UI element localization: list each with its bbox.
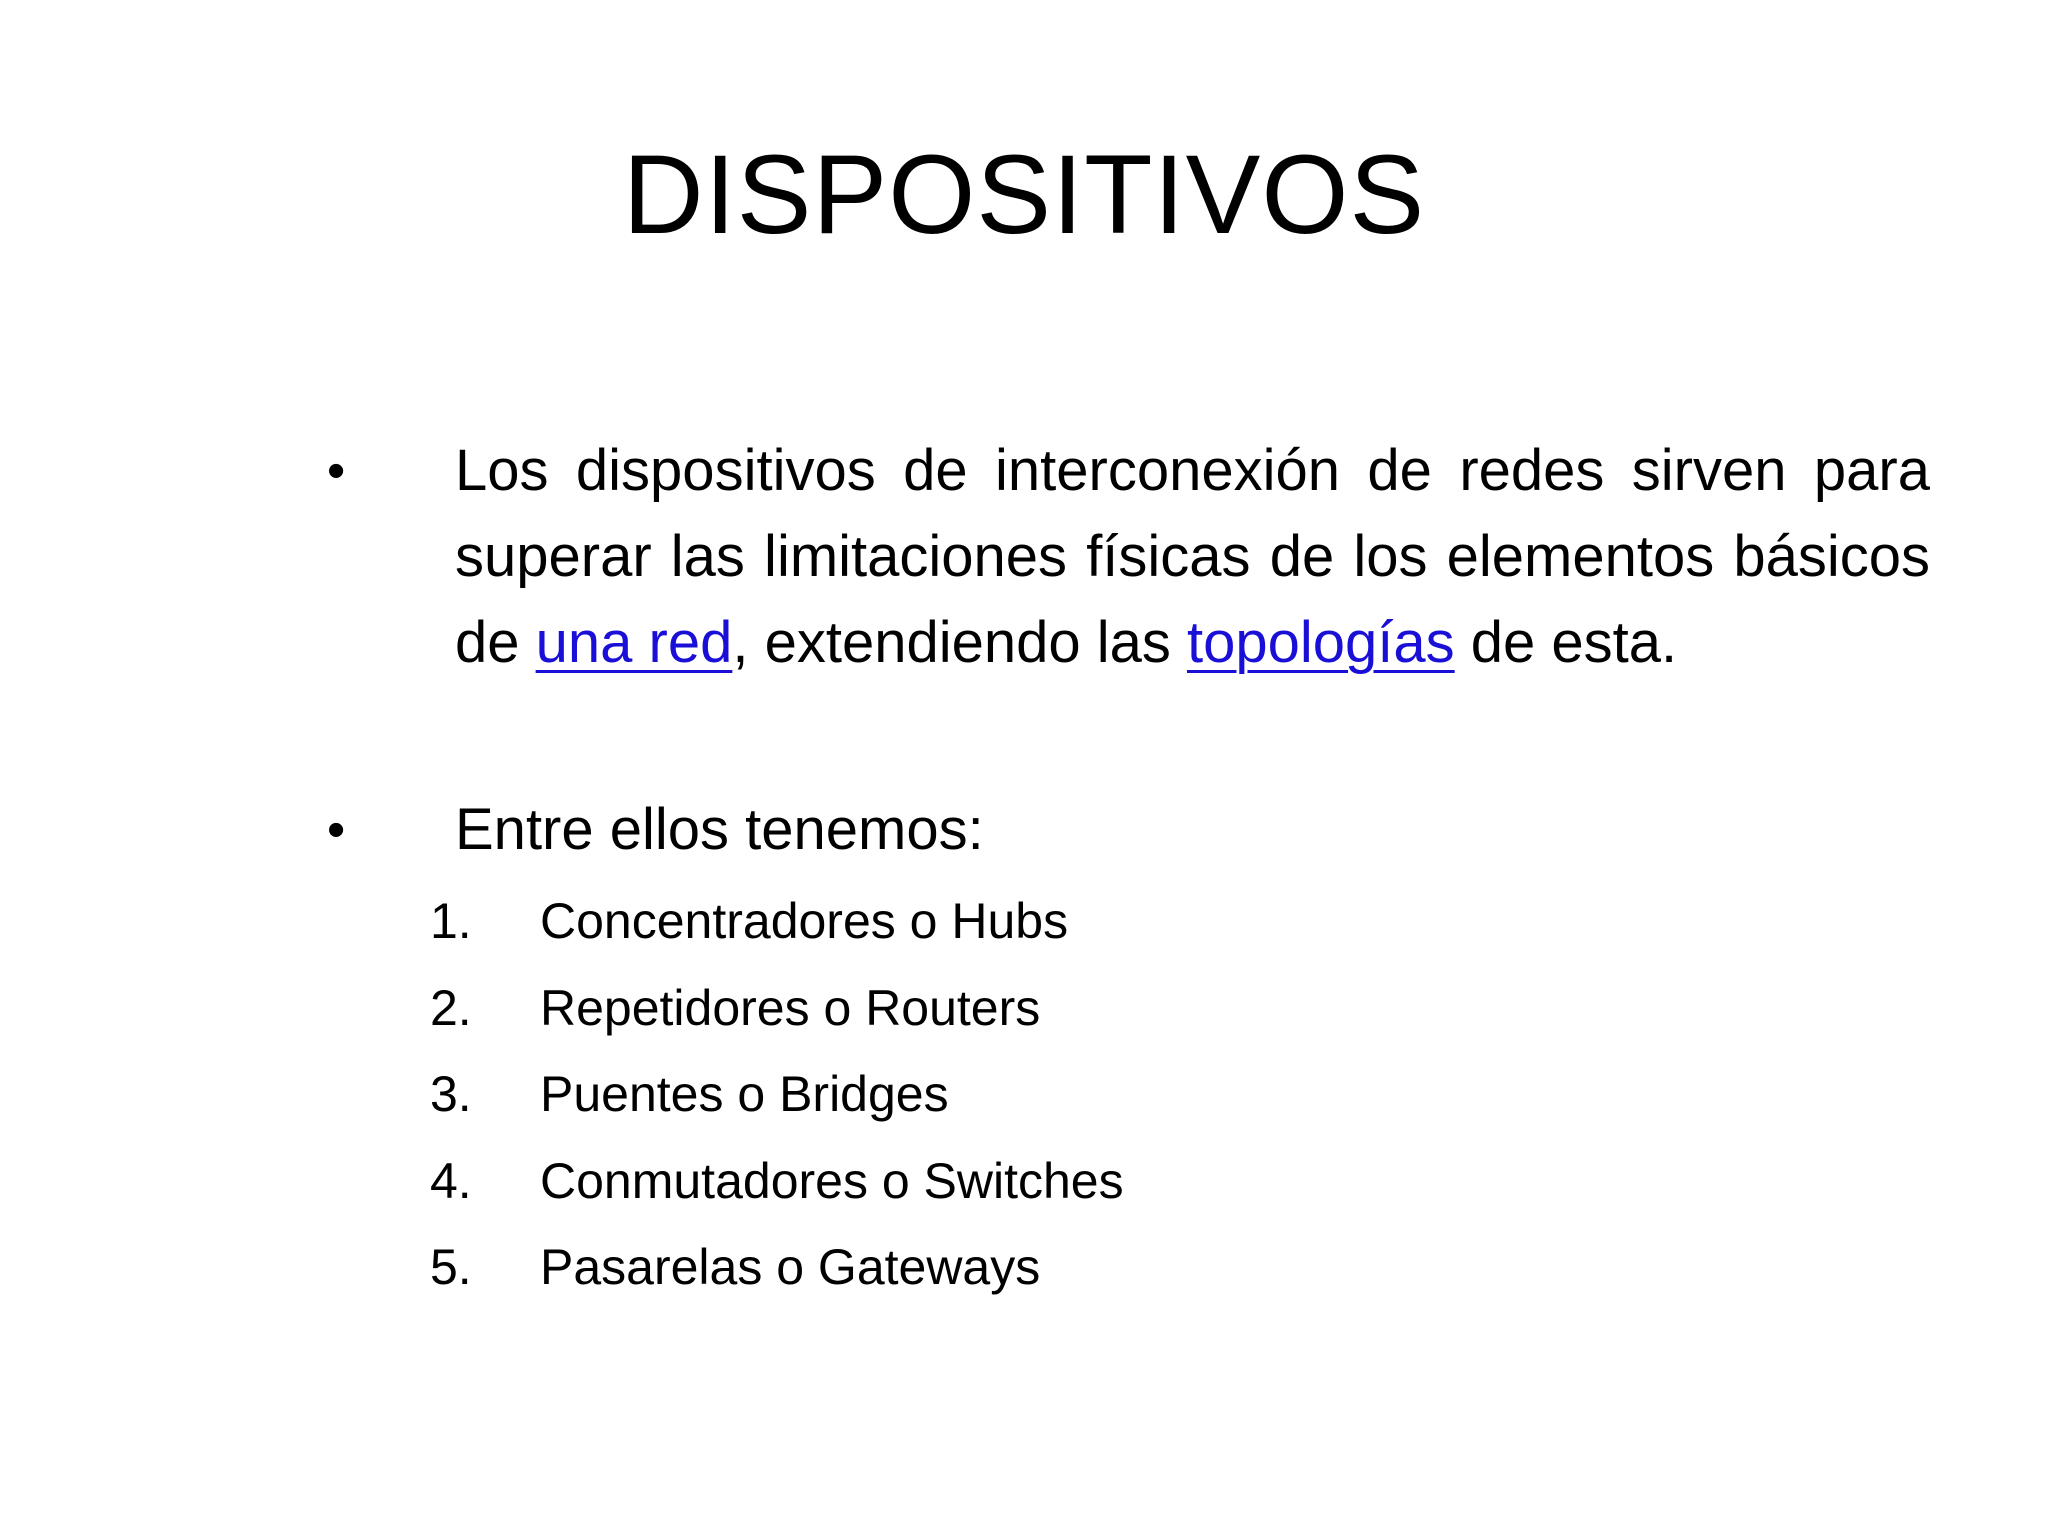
list-number: 3. [430,1066,472,1122]
list-item [430,1051,1830,1138]
list-number: 1. [430,893,472,949]
bullet-text: Los dispositivos de interconexión de redes sirven para superar las limitaciones físicas de los elementos básicos de [455,438,1930,675]
bullet-item-list-intro [327,787,1930,873]
list-item-text: Pasarelas o Gateways [540,1239,1041,1295]
list-number: 4. [430,1152,472,1209]
list-item-text: Concentradores o Hubs [540,893,1069,949]
list-number: 2. [430,979,472,1036]
list-item [430,965,1830,1052]
bullet-text: Entre ellos tenemos: [455,797,984,862]
bullet-item-intro [327,428,1930,686]
slide-title: DISPOSITIVOS [622,132,1426,257]
list-item [430,1224,1830,1311]
devices-list [430,878,1830,1311]
bullet-text: , extendiendo las [732,610,1188,675]
link-una-red[interactable]: una red [535,610,733,675]
link-topologias[interactable]: topologías [1187,610,1455,675]
list-item [430,1138,1830,1225]
list-number: 5. [430,1239,472,1295]
list-item-text: Repetidores o Routers [540,979,1041,1036]
list-item [430,878,1830,965]
list-item-text: Puentes o Bridges [540,1066,949,1122]
bullet-marker: • [327,801,346,859]
bullet-text: de esta. [1454,610,1678,675]
list-item-text: Conmutadores o Switches [540,1152,1124,1209]
bullet-marker: • [327,442,346,500]
